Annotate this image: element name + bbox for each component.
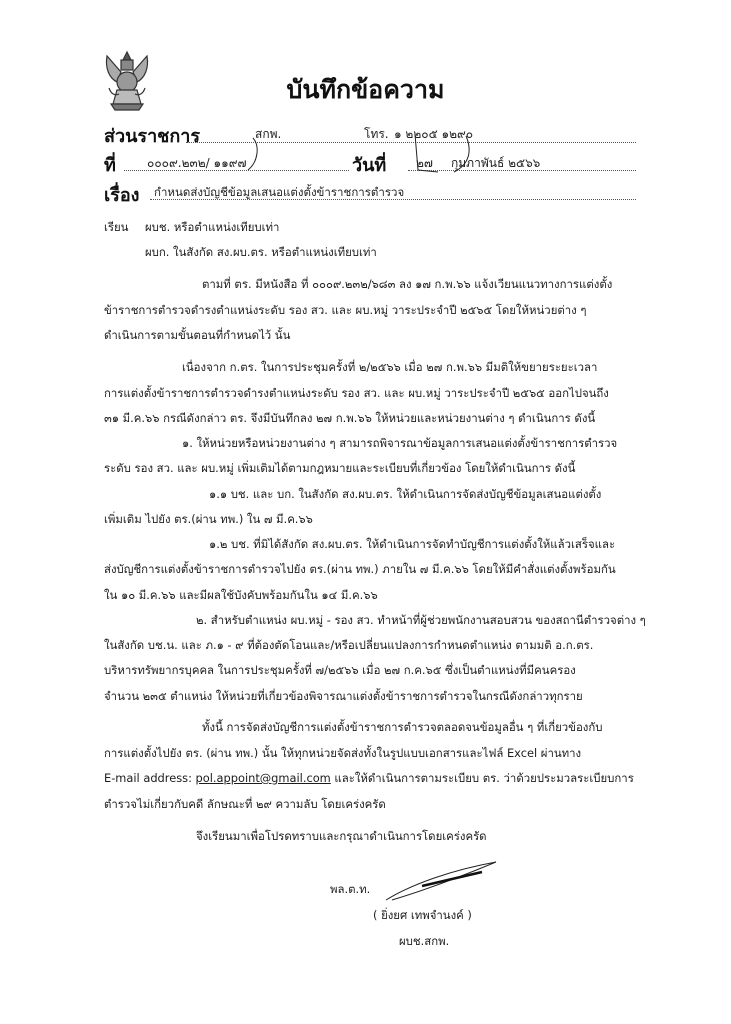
signer-position: ผบช.สกพ. [399, 934, 450, 948]
body-line: การแต่งตั้งข้าราชการตำรวจดำรงตำแหน่งระดับ รอง สว. และ ผบ.หมู่ วาระประจำปี ๒๕๖๕ ออกไปจนถึง [104, 386, 609, 400]
body-line: การแต่งตั้งไปยัง ตร. (ผ่าน ทพ.) นั้น ให้ทุกหน่วยจัดส่งทั้งในรูปแบบเอกสารและไฟล์ Excel ผ่านทาง [104, 746, 582, 760]
department-value: สกพ. [255, 127, 282, 141]
body-line: ข้าราชการตำรวจดำรงตำแหน่งระดับ รอง สว. และ ผบ.หมู่ วาระประจำปี ๒๕๖๕ โดยให้หน่วยต่าง ๆ [104, 303, 587, 317]
salutation-label: เรียน [104, 220, 129, 234]
handwritten-marks-icon [220, 132, 640, 176]
document-title: บันทึกข้อความ [286, 75, 445, 104]
body-line: ๓๑ มี.ค.๖๖ กรณีดังกล่าว ตร. จึงมีบันทึกลง ๒๗ ก.พ.๖๖ ให้หน่วยและหน่วยงานต่าง ๆ ดำเนินการ ดังนี้ [104, 411, 596, 425]
signer-rank: พล.ต.ท. [330, 882, 371, 896]
body-line: ระดับ รอง สว. และ ผบ.หมู่ เพิ่มเติมได้ตามกฎหมายและระเบียบที่เกี่ยวข้อง โดยให้ดำเนินการ ดังนี้ [104, 461, 576, 475]
date-day: ๒๗ [416, 156, 433, 170]
email-line [104, 771, 634, 786]
body-line: จำนวน ๒๓๕ ตำแหน่ง ให้หน่วยที่เกี่ยวข้องพิจารณาแต่งตั้งข้าราชการตำรวจในกรณีดังกล่าวทุกราย [104, 689, 583, 703]
closing-line: จึงเรียนมาเพื่อโปรดทราบและกรุณาดำเนินการโดยเคร่งครัด [196, 829, 487, 843]
body-line: ส่งบัญชีการแต่งตั้งข้าราชการตำรวจไปยัง ตร.(ผ่าน ทพ.) ภายใน ๗ มี.ค.๖๖ โดยให้มีคำสั่งแต่งตั้งพร้อมกัน [104, 562, 616, 576]
department-label: ส่วนราชการ [104, 126, 201, 147]
body-line: เพิ่มเติม ไปยัง ตร.(ผ่าน ทพ.) ใน ๗ มี.ค.๖๖ [104, 512, 313, 526]
body-line: ตามที่ ตร. มีหนังสือ ที่ ๐๐๐๙.๒๓๒/๖๘๓ ลง ๑๗ ก.พ.๖๖ แจ้งเวียนแนวทางการแต่งตั้ง [202, 277, 613, 291]
body-line: ๒. สำหรับตำแหน่ง ผบ.หมู่ - รอง สว. ทำหน้าที่ผู้ช่วยพนักงานสอบสวน ของสถานีตำรวจต่าง ๆ [196, 613, 646, 627]
body-line: ๑.๒ บช. ที่มิได้สังกัด สง.ผบ.ตร. ให้ดำเนินการจัดทำบัญชีการแต่งตั้งให้แล้วเสร็จและ [209, 537, 616, 551]
body-line: ทั้งนี้ การจัดส่งบัญชีการแต่งตั้งข้าราชการตำรวจตลอดจนข้อมูลอื่น ๆ ที่เกี่ยวข้องกับ [202, 720, 603, 734]
body-line: เนื่องจาก ก.ตร. ในการประชุมครั้งที่ ๒/๒๕๖๖ เมื่อ ๒๗ ก.พ.๖๖ มีมติให้ขยายระยะเวลา [182, 360, 598, 374]
salutation-line-2: ผบก. ในสังกัด สง.ผบ.ตร. หรือตำแหน่งเทียบเท่า [145, 245, 377, 259]
signer-name: ( ยิ่งยศ เทพจำนงค์ ) [373, 908, 472, 922]
email-suffix: และให้ดำเนินการตามระเบียบ ตร. ว่าด้วยประมวลระเบียบการ [330, 771, 634, 785]
salutation-line-1: ผบช. หรือตำแหน่งเทียบเท่า [145, 220, 280, 234]
email-link[interactable]: pol.appoint@gmail.com [195, 771, 331, 785]
signature-icon [382, 860, 502, 904]
reference-label: ที่ [104, 155, 116, 176]
date-month-year: กุมภาพันธ์ ๒๕๖๖ [451, 156, 541, 170]
body-line: ตำรวจไม่เกี่ยวกับคดี ลักษณะที่ ๒๙ ความลับ โดยเคร่งครัด [104, 797, 386, 811]
reference-value: ๐๐๐๙.๒๓๒/ ๑๑๙๗ [147, 156, 247, 170]
phone-label: โทร. [364, 127, 389, 141]
body-line: ๑.๑ บช. และ บก. ในสังกัด สง.ผบ.ตร. ให้ดำเนินการจัดส่งบัญชีข้อมูลเสนอแต่งตั้ง [209, 487, 602, 501]
phone-value: ๑ ๒๒๐๕ ๑๒๙๐ [394, 127, 474, 141]
body-line: บริหารทรัพยากรบุคคล ในการประชุมครั้งที่ ๗/๒๕๖๖ เมื่อ ๒๗ ก.ค.๖๕ ซึ่งเป็นตำแหน่งที่มีคนครอง [104, 663, 576, 677]
body-line: ดำเนินการตามขั้นตอนที่กำหนดไว้ นั้น [104, 328, 291, 342]
subject-value: กำหนดส่งบัญชีข้อมูลเสนอแต่งตั้งข้าราชการตำรวจ [154, 185, 405, 199]
email-prefix: E-mail address: [104, 771, 196, 785]
body-line: ในสังกัด บช.น. และ ภ.๑ - ๙ ที่ต้องตัดโอนและ/หรือเปลี่ยนแปลงการกำหนดตำแหน่ง ตามมติ อ.ก.ตร. [104, 638, 594, 652]
date-label: วันที่ [352, 155, 387, 176]
body-line: ใน ๑๐ มี.ค.๖๖ และมีผลใช้บังคับพร้อมกันใน ๑๔ มี.ค.๖๖ [104, 588, 378, 602]
body-line: ๑. ให้หน่วยหรือหน่วยงานต่าง ๆ สามารถพิจารณาข้อมูลการเสนอแต่งตั้งข้าราชการตำรวจ [182, 436, 618, 450]
subject-label: เรื่อง [104, 185, 140, 206]
